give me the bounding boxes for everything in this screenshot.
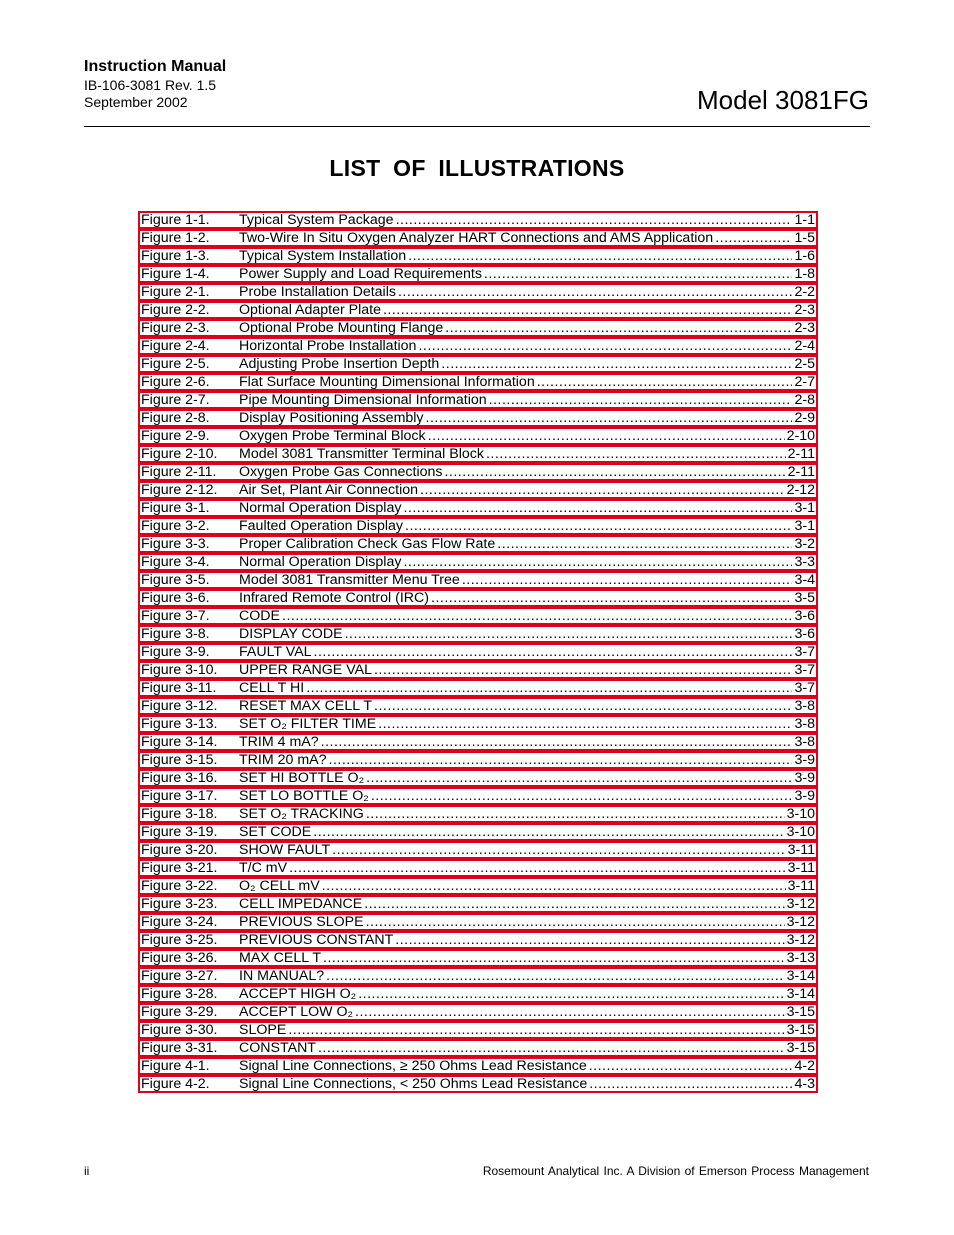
dot-leader (366, 807, 785, 821)
figure-caption: Display Positioning Assembly (239, 410, 424, 426)
dot-leader (403, 501, 792, 515)
figure-number: Figure 3-9. (141, 644, 210, 660)
figure-page: 2-4 (794, 338, 815, 354)
dot-leader (289, 861, 786, 875)
figure-page: 3-7 (794, 662, 815, 678)
page-title: LIST OF ILLUSTRATIONS (329, 155, 625, 181)
figure-page: 3-10 (786, 824, 815, 840)
dot-leader (403, 555, 792, 569)
figure-entry[interactable] (138, 733, 818, 751)
dot-leader (484, 267, 793, 281)
figure-number: Figure 2-3. (141, 320, 210, 336)
figure-number: Figure 3-29. (141, 1004, 218, 1020)
figure-caption: T/C mV (239, 860, 288, 876)
figure-page: 2-8 (794, 392, 815, 408)
figure-entry[interactable] (138, 571, 818, 589)
figure-number: Figure 3-11. (141, 680, 217, 696)
document-date: September 2002 (84, 94, 188, 110)
dot-leader (431, 591, 792, 605)
figure-caption: SET O₂ FILTER TIME (239, 716, 377, 732)
figure-caption: DISPLAY CODE (239, 626, 343, 642)
figure-number: Figure 2-7. (141, 392, 210, 408)
figure-caption: Typical System Package (239, 212, 394, 228)
dot-leader (332, 843, 785, 857)
figure-number: Figure 2-9. (141, 428, 210, 444)
figure-caption: TRIM 4 mA? (239, 734, 319, 750)
figure-page: 3-12 (786, 914, 815, 930)
figure-caption: TRIM 20 mA? (239, 752, 327, 768)
figure-page: 3-9 (794, 752, 815, 768)
dot-leader (444, 465, 785, 479)
figure-entry[interactable] (138, 841, 818, 859)
figure-page: 2-3 (794, 302, 815, 318)
illustrations-list (138, 211, 818, 1093)
figure-entry[interactable] (138, 553, 818, 571)
figure-page: 2-2 (794, 284, 815, 300)
figure-page: 1-6 (794, 248, 815, 264)
figure-number: Figure 2-1. (141, 284, 210, 300)
dot-leader (396, 213, 793, 227)
header-divider (84, 126, 870, 127)
figure-page: 3-1 (794, 518, 815, 534)
figure-entry[interactable] (138, 517, 818, 535)
figure-entry[interactable] (138, 895, 818, 913)
figure-caption: Model 3081 Transmitter Terminal Block (239, 446, 484, 462)
figure-number: Figure 1-3. (141, 248, 210, 264)
figure-page: 2-9 (794, 410, 815, 426)
figure-number: Figure 3-27. (141, 968, 218, 984)
dot-leader (445, 321, 792, 335)
figure-page: 1-5 (794, 230, 815, 246)
figure-page: 3-8 (794, 716, 815, 732)
figure-entry[interactable] (138, 823, 818, 841)
figure-number: Figure 2-5. (141, 356, 210, 372)
figure-page: 3-1 (794, 500, 815, 516)
figure-caption: Horizontal Probe Installation (239, 338, 417, 354)
figure-number: Figure 2-2. (141, 302, 210, 318)
figure-caption: Probe Installation Details (239, 284, 396, 300)
figure-caption: ACCEPT LOW O₂ (239, 1004, 354, 1020)
figure-number: Figure 3-7. (141, 608, 210, 624)
figure-entry[interactable] (138, 265, 818, 283)
dot-leader (355, 1005, 785, 1019)
figure-caption: Oxygen Probe Gas Connections (239, 464, 443, 480)
figure-caption: Air Set, Plant Air Connection (239, 482, 419, 498)
figure-caption: Proper Calibration Check Gas Flow Rate (239, 536, 496, 552)
figure-number: Figure 3-21. (141, 860, 218, 876)
figure-entry[interactable] (138, 1021, 818, 1039)
dot-leader (405, 519, 792, 533)
figure-caption: PREVIOUS CONSTANT (239, 932, 394, 948)
dot-leader (395, 933, 784, 947)
figure-entry[interactable] (138, 391, 818, 409)
figure-entry[interactable] (138, 877, 818, 895)
figure-caption: FAULT VAL (239, 644, 312, 660)
figure-number: Figure 2-10. (141, 446, 218, 462)
figure-entry[interactable] (138, 625, 818, 643)
figure-number: Figure 3-8. (141, 626, 210, 642)
figure-page: 3-15 (786, 1040, 815, 1056)
figure-number: Figure 2-8. (141, 410, 210, 426)
figure-number: Figure 2-12. (141, 482, 218, 498)
figure-caption: SET O₂ TRACKING (239, 806, 364, 822)
figure-page: 3-8 (794, 698, 815, 714)
figure-number: Figure 3-14. (141, 734, 218, 750)
figure-entry[interactable] (138, 697, 818, 715)
figure-entry[interactable] (138, 643, 818, 661)
figure-entry[interactable] (138, 211, 818, 229)
figure-entry[interactable] (138, 229, 818, 247)
figure-number: Figure 3-25. (141, 932, 218, 948)
figure-caption: SHOW FAULT (239, 842, 331, 858)
figure-page: 3-9 (794, 770, 815, 786)
figure-page: 2-3 (794, 320, 815, 336)
figure-number: Figure 3-2. (141, 518, 210, 534)
page-number: ii (84, 1164, 90, 1178)
dot-leader (589, 1059, 793, 1073)
figure-page: 3-14 (786, 968, 815, 984)
manual-title: Instruction Manual (84, 58, 227, 75)
figure-entry[interactable] (138, 1039, 818, 1057)
figure-entry[interactable] (138, 931, 818, 949)
dot-leader (489, 393, 793, 407)
dot-leader (282, 609, 792, 623)
figure-number: Figure 4-2. (141, 1076, 210, 1092)
figure-caption: CELL T HI (239, 680, 305, 696)
figure-caption: Two-Wire In Situ Oxygen Analyzer HART Connections and AMS Application (239, 230, 714, 246)
figure-page: 3-11 (787, 878, 815, 894)
dot-leader (497, 537, 792, 551)
dot-leader (420, 483, 785, 497)
figure-number: Figure 2-4. (141, 338, 210, 354)
figure-caption: SET HI BOTTLE O₂ (239, 770, 365, 786)
figure-page: 2-7 (794, 374, 815, 390)
figure-page: 4-2 (794, 1058, 815, 1074)
figure-page: 3-12 (786, 896, 815, 912)
dot-leader (398, 285, 793, 299)
figure-entry[interactable] (138, 409, 818, 427)
figure-entry[interactable] (138, 355, 818, 373)
figure-page: 2-12 (786, 482, 815, 498)
model-name: Model 3081FG (697, 85, 869, 115)
figure-number: Figure 3-10. (141, 662, 218, 678)
figure-caption: IN MANUAL? (239, 968, 325, 984)
dot-leader (371, 789, 793, 803)
dot-leader (426, 411, 793, 425)
figure-caption: Typical System Installation (239, 248, 407, 264)
dot-leader (441, 357, 792, 371)
figure-page: 3-7 (794, 680, 815, 696)
figure-caption: SLOPE (239, 1022, 287, 1038)
figure-entry[interactable] (138, 661, 818, 679)
figure-page: 2-10 (786, 428, 815, 444)
figure-entry[interactable] (138, 715, 818, 733)
figure-caption: ACCEPT HIGH O₂ (239, 986, 357, 1002)
figure-page: 3-8 (794, 734, 815, 750)
dot-leader (306, 681, 792, 695)
figure-number: Figure 3-20. (141, 842, 218, 858)
figure-number: Figure 3-30. (141, 1022, 218, 1038)
dot-leader (288, 1023, 784, 1037)
dot-leader (537, 375, 793, 389)
figure-number: Figure 4-1. (141, 1058, 210, 1074)
figure-page: 4-3 (794, 1076, 815, 1092)
figure-entry[interactable] (138, 913, 818, 931)
dot-leader (374, 663, 793, 677)
figure-number: Figure 2-11. (141, 464, 217, 480)
figure-caption: SET LO BOTTLE O₂ (239, 788, 369, 804)
figure-caption: Normal Operation Display (239, 500, 402, 516)
figure-number: Figure 3-6. (141, 590, 210, 606)
dot-leader (462, 573, 793, 587)
dot-leader (486, 447, 786, 461)
dot-leader (322, 879, 786, 893)
figure-entry[interactable] (138, 751, 818, 769)
figure-page: 2-11 (787, 464, 815, 480)
figure-entry[interactable] (138, 985, 818, 1003)
dot-leader (329, 753, 793, 767)
figure-page: 3-15 (786, 1004, 815, 1020)
figure-number: Figure 3-31. (141, 1040, 218, 1056)
figure-number: Figure 3-12. (141, 698, 218, 714)
figure-entry[interactable] (138, 337, 818, 355)
dot-leader (408, 249, 792, 263)
dot-leader (366, 915, 785, 929)
figure-caption: Pipe Mounting Dimensional Information (239, 392, 487, 408)
figure-page: 3-2 (794, 536, 815, 552)
figure-entry[interactable] (138, 787, 818, 805)
figure-number: Figure 3-24. (141, 914, 218, 930)
figure-entry[interactable] (138, 373, 818, 391)
figure-caption: Power Supply and Load Requirements (239, 266, 482, 282)
figure-number: Figure 3-3. (141, 536, 210, 552)
figure-page: 3-3 (794, 554, 815, 570)
figure-page: 3-4 (794, 572, 815, 588)
figure-entry[interactable] (138, 805, 818, 823)
figure-page: 2-5 (794, 356, 815, 372)
figure-caption: RESET MAX CELL T (239, 698, 372, 714)
figure-page: 1-8 (794, 266, 815, 282)
dot-leader (715, 231, 792, 245)
figure-page: 3-7 (794, 644, 815, 660)
figure-entry[interactable] (138, 463, 818, 481)
figure-caption: O₂ CELL mV (239, 878, 320, 894)
dot-leader (323, 951, 785, 965)
footer-company: Rosemount Analytical Inc. A Division of Emerson Process Management (482, 1164, 869, 1178)
figure-caption: Signal Line Connections, < 250 Ohms Lead Resistance (239, 1076, 588, 1092)
figure-caption: Infrared Remote Control (IRC) (239, 590, 430, 606)
figure-caption: Model 3081 Transmitter Menu Tree (239, 572, 460, 588)
dot-leader (366, 771, 792, 785)
figure-caption: Flat Surface Mounting Dimensional Information (239, 374, 535, 390)
figure-number: Figure 3-1. (141, 500, 210, 516)
figure-caption: CODE (239, 608, 280, 624)
figure-caption: Oxygen Probe Terminal Block (239, 428, 426, 444)
figure-caption: MAX CELL T (239, 950, 322, 966)
figure-page: 2-11 (787, 446, 815, 462)
figure-number: Figure 3-16. (141, 770, 218, 786)
figure-number: Figure 3-22. (141, 878, 218, 894)
figure-number: Figure 3-5. (141, 572, 210, 588)
figure-page: 3-15 (786, 1022, 815, 1038)
figure-entry[interactable] (138, 967, 818, 985)
figure-entry[interactable] (138, 499, 818, 517)
figure-entry[interactable] (138, 445, 818, 463)
document-number: IB-106-3081 Rev. 1.5 (84, 77, 217, 93)
figure-page: 3-12 (786, 932, 815, 948)
dot-leader (358, 987, 784, 1001)
figure-number: Figure 1-2. (141, 230, 210, 246)
figure-entry[interactable] (138, 1057, 818, 1075)
figure-number: Figure 1-4. (141, 266, 210, 282)
figure-caption: UPPER RANGE VAL (239, 662, 372, 678)
dot-leader (374, 699, 792, 713)
dot-leader (589, 1077, 792, 1091)
dot-leader (318, 1041, 785, 1055)
figure-page: 3-11 (787, 842, 815, 858)
figure-number: Figure 3-4. (141, 554, 210, 570)
figure-page: 3-9 (794, 788, 815, 804)
figure-caption: CELL IMPEDANCE (239, 896, 363, 912)
figure-page: 3-6 (794, 608, 815, 624)
figure-number: Figure 3-13. (141, 716, 218, 732)
figure-entry[interactable] (138, 859, 818, 877)
figure-entry[interactable] (138, 247, 818, 265)
dot-leader (383, 303, 793, 317)
figure-entry[interactable] (138, 607, 818, 625)
figure-entry[interactable] (138, 319, 818, 337)
figure-entry[interactable] (138, 427, 818, 445)
figure-entry[interactable] (138, 301, 818, 319)
figure-caption: Optional Adapter Plate (239, 302, 381, 318)
figure-entry[interactable] (138, 1003, 818, 1021)
figure-number: Figure 2-6. (141, 374, 210, 390)
figure-entry[interactable] (138, 1075, 818, 1093)
figure-page: 3-11 (787, 860, 815, 876)
document-header (84, 57, 226, 111)
figure-page: 3-5 (794, 590, 815, 606)
figure-number: Figure 3-18. (141, 806, 218, 822)
dot-leader (321, 735, 793, 749)
figure-caption: Faulted Operation Display (239, 518, 404, 534)
figure-number: Figure 3-15. (141, 752, 218, 768)
figure-entry[interactable] (138, 283, 818, 301)
figure-number: Figure 3-17. (141, 788, 218, 804)
dot-leader (314, 645, 793, 659)
figure-caption: CONSTANT (239, 1040, 316, 1056)
figure-entry[interactable] (138, 589, 818, 607)
figure-page: 1-1 (794, 212, 815, 228)
figure-caption: SET CODE (239, 824, 312, 840)
dot-leader (364, 897, 784, 911)
figure-caption: Optional Probe Mounting Flange (239, 320, 444, 336)
figure-caption: PREVIOUS SLOPE (239, 914, 364, 930)
figure-caption: Adjusting Probe Insertion Depth (239, 356, 440, 372)
figure-entry[interactable] (138, 769, 818, 787)
figure-entry[interactable] (138, 481, 818, 499)
figure-page: 3-13 (786, 950, 815, 966)
dot-leader (418, 339, 792, 353)
dot-leader (326, 969, 784, 983)
dot-leader (378, 717, 792, 731)
figure-number: Figure 3-28. (141, 986, 218, 1002)
figure-number: Figure 3-23. (141, 896, 218, 912)
figure-caption: Signal Line Connections, ≥ 250 Ohms Lead Resistance (239, 1058, 587, 1074)
dot-leader (428, 429, 785, 443)
figure-caption: Normal Operation Display (239, 554, 402, 570)
dot-leader (345, 627, 793, 641)
figure-page: 3-6 (794, 626, 815, 642)
figure-page: 3-14 (786, 986, 815, 1002)
figure-entry[interactable] (138, 535, 818, 553)
figure-number: Figure 3-26. (141, 950, 218, 966)
figure-page: 3-10 (786, 806, 815, 822)
figure-number: Figure 3-19. (141, 824, 218, 840)
dot-leader (313, 825, 784, 839)
figure-number: Figure 1-1. (141, 212, 210, 228)
figure-entry[interactable] (138, 949, 818, 967)
figure-entry[interactable] (138, 679, 818, 697)
